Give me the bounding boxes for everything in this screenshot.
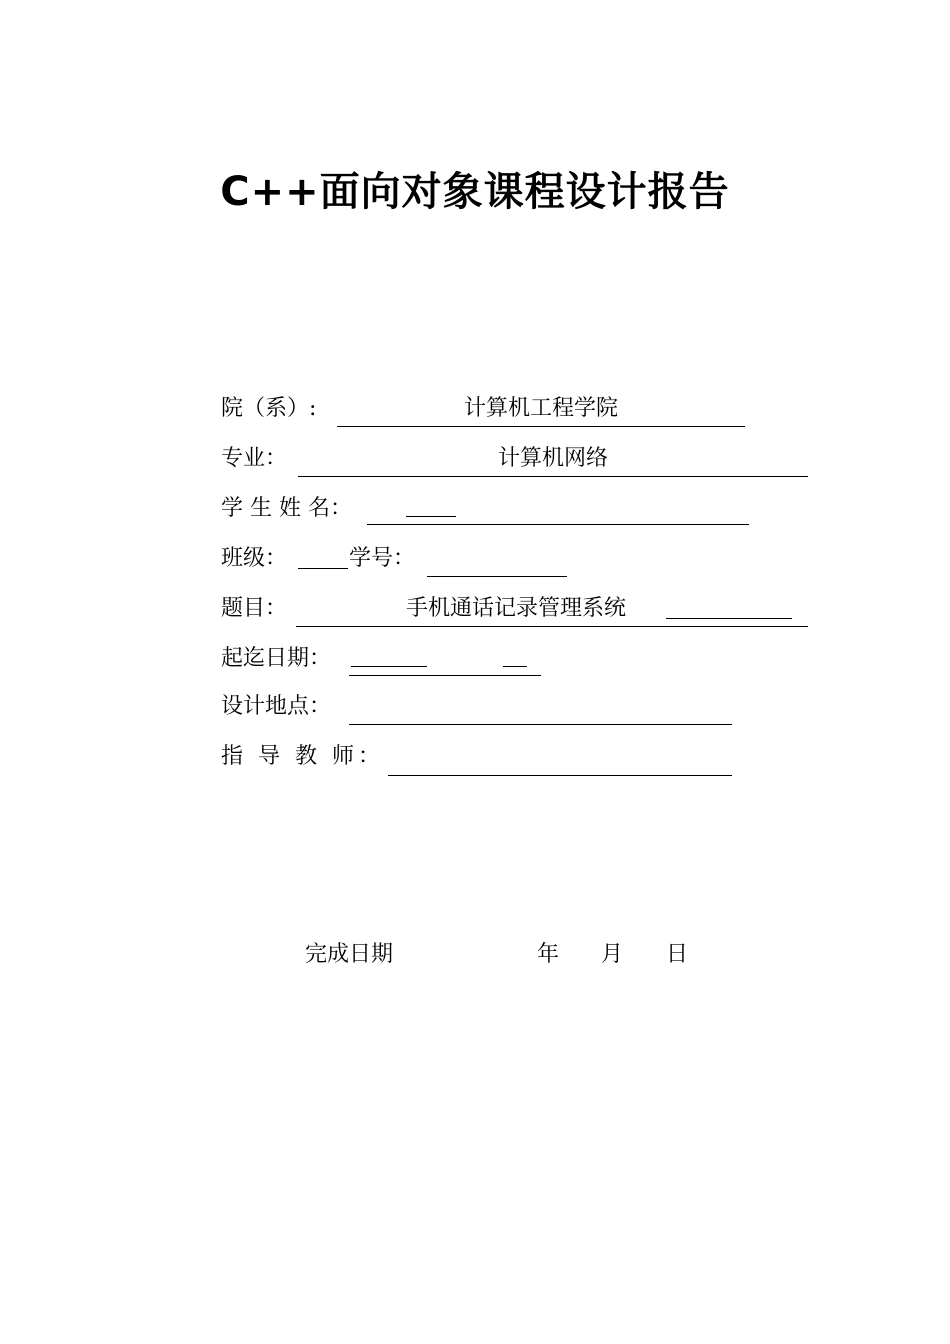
department-underline: [337, 426, 745, 427]
department-label: 院（系）:: [221, 396, 317, 421]
topic-trailing-blank: [666, 618, 792, 619]
field-advisor: [221, 740, 741, 774]
period-start-blank: [351, 666, 427, 667]
report-title: C++面向对象课程设计报告: [220, 169, 730, 215]
student-id-underline: [427, 576, 567, 577]
major-label: 专业：: [221, 446, 288, 471]
department-value: 计算机工程学院: [463, 396, 618, 421]
completion-month: 月: [601, 942, 624, 967]
advisor-underline: [388, 775, 732, 776]
period-end-blank: [503, 666, 527, 667]
student-id-label: 学号：: [349, 546, 416, 571]
completion-day: 日: [666, 942, 689, 967]
class-label: 班级：: [221, 546, 288, 571]
field-department: [221, 392, 761, 426]
major-underline: [298, 476, 808, 477]
student-name-inner-blank: [406, 516, 456, 517]
field-topic: [221, 592, 811, 626]
completion-date-label: 完成日期: [305, 942, 394, 967]
location-underline: [349, 724, 732, 725]
location-label: 设计地点：: [221, 694, 332, 719]
period-label: 起迄日期：: [221, 646, 332, 671]
class-blank: [298, 568, 348, 569]
completion-year: 年: [537, 942, 560, 967]
student-name-underline: [367, 524, 749, 525]
student-name-label: 学 生 姓 名：: [221, 496, 352, 521]
field-period: [221, 642, 551, 676]
field-class-id: [221, 542, 581, 576]
topic-value: 手机通话记录管理系统: [405, 596, 626, 621]
field-student-name: [221, 492, 761, 526]
period-underline: [349, 675, 541, 676]
advisor-label: 指 导 教 师：: [221, 744, 384, 769]
major-value: 计算机网络: [497, 446, 608, 471]
field-major: [221, 442, 811, 476]
field-location: [221, 690, 741, 724]
topic-label: 题目：: [221, 596, 288, 621]
topic-underline: [296, 626, 808, 627]
